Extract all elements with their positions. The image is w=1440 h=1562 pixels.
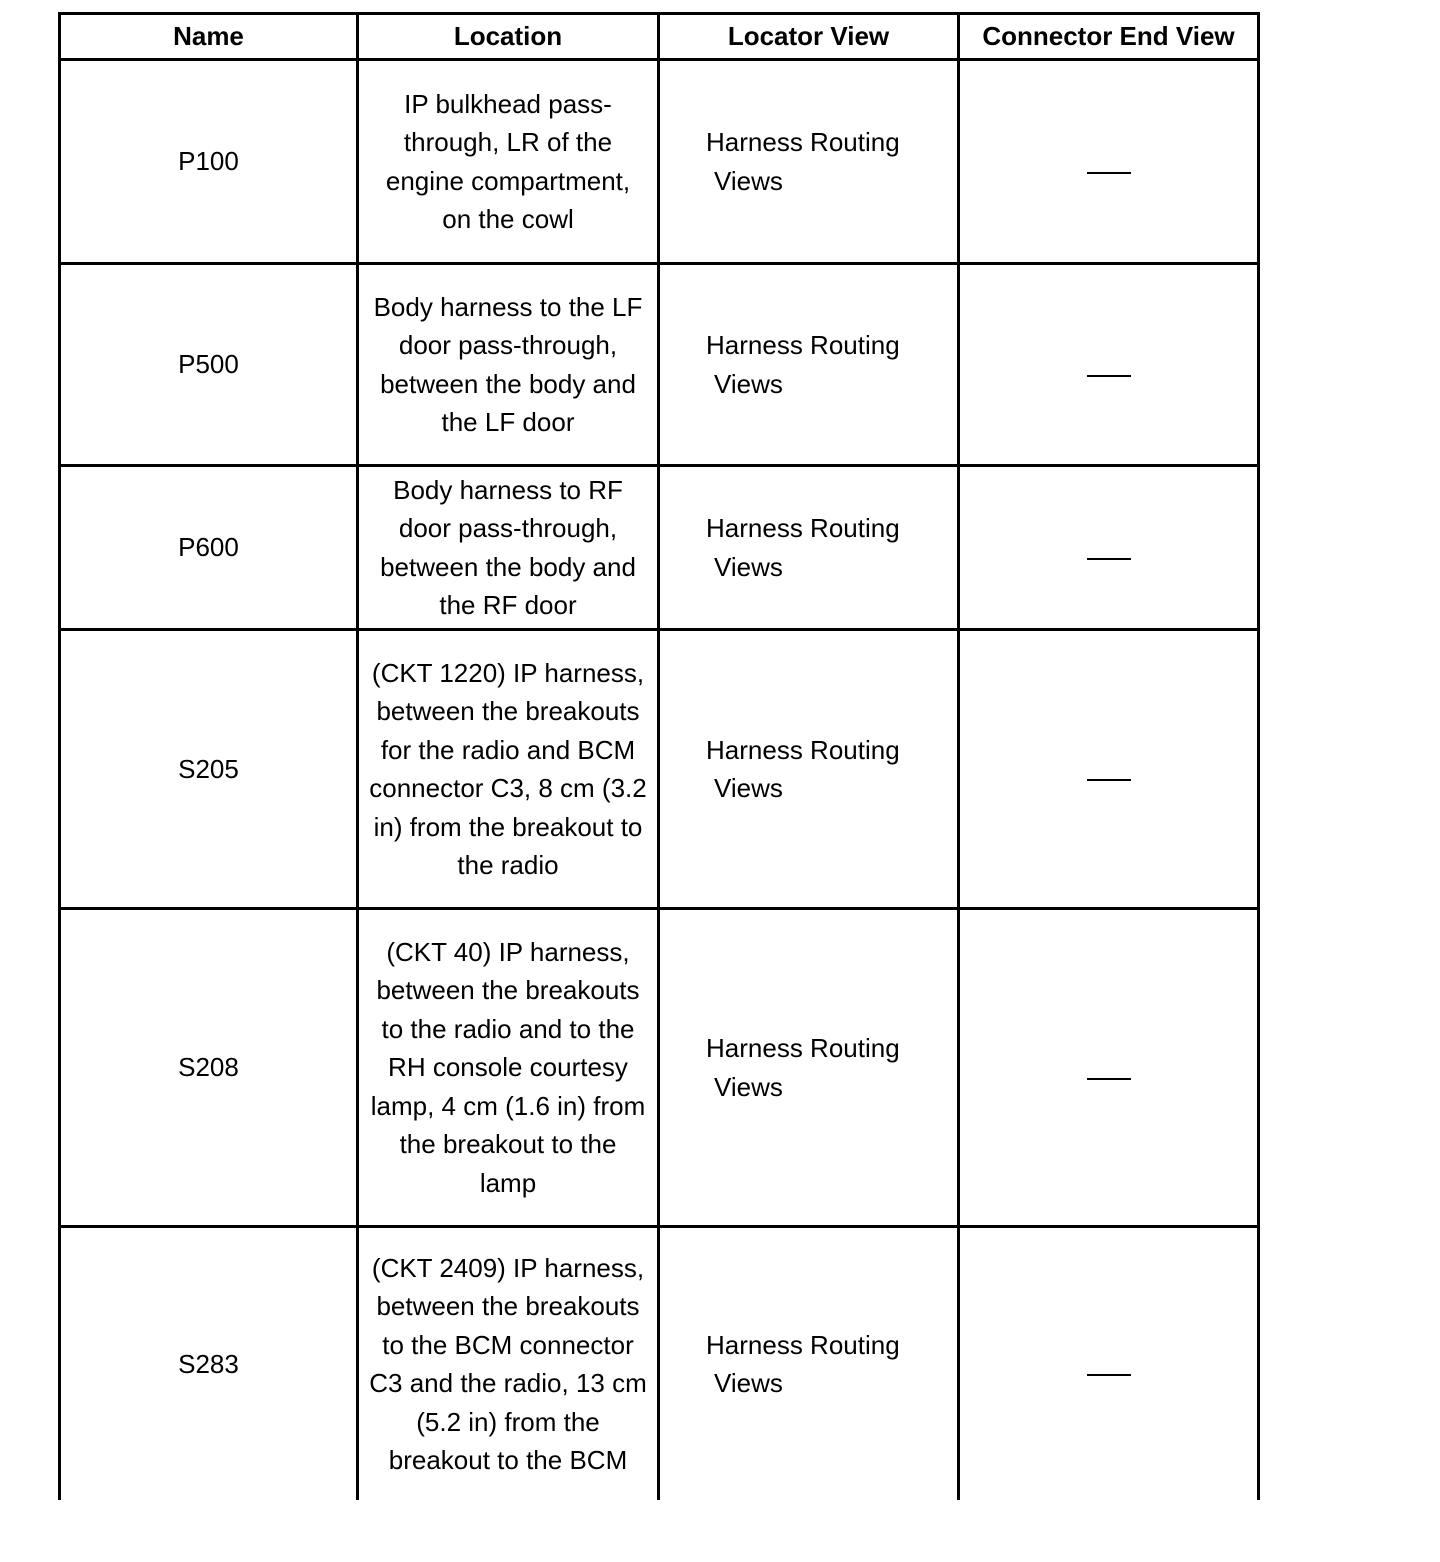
row-name: P600 <box>58 467 359 628</box>
header-location: Location <box>359 15 660 58</box>
table-row <box>58 631 1260 910</box>
row-name: S208 <box>58 910 359 1225</box>
header-locator-view: Locator View <box>660 15 960 58</box>
row-connector-end-view <box>960 631 1260 907</box>
row-name: S283 <box>58 1228 359 1500</box>
row-locator-view <box>660 467 960 628</box>
locator-line-2: Views <box>714 1071 783 1102</box>
table-row <box>58 265 1260 467</box>
row-locator-view <box>660 631 960 907</box>
row-location: Body harness to RF door pass-through, between the body and the RF door <box>359 467 660 628</box>
row-name: S205 <box>58 631 359 907</box>
header-name: Name <box>58 15 359 58</box>
row-locator-view <box>660 910 960 1225</box>
row-location: (CKT 2409) IP harness, between the breakouts to the BCM connector C3 and the radio, 13 cm (5.2 in) from the breakout to the BCM <box>359 1228 660 1500</box>
locator-line-2: Views <box>714 165 783 196</box>
header-connector-end-view: Connector End View <box>960 15 1260 58</box>
table-row <box>58 1228 1260 1500</box>
empty-dash <box>1087 375 1131 377</box>
locator-line-1: Harness Routing <box>706 127 900 157</box>
empty-dash <box>1087 1078 1131 1080</box>
row-locator-view <box>660 1228 960 1500</box>
empty-dash <box>1087 172 1131 174</box>
row-location: (CKT 1220) IP harness, between the breakouts for the radio and BCM connector C3, 8 cm (3.2 in) from the breakout to the radio <box>359 631 660 907</box>
row-connector-end-view <box>960 61 1260 262</box>
row-connector-end-view <box>960 1228 1260 1500</box>
locator-line-1: Harness Routing <box>706 513 900 543</box>
locator-line-1: Harness Routing <box>706 1033 900 1063</box>
empty-dash <box>1087 1374 1131 1376</box>
locator-line-2: Views <box>714 773 783 803</box>
row-location: (CKT 40) IP harness, between the breakouts to the radio and to the RH console courtesy lamp, 4 cm (1.6 in) from the breakout to the lamp <box>359 910 660 1225</box>
table-row <box>58 910 1260 1228</box>
row-connector-end-view <box>960 467 1260 628</box>
row-locator-view <box>660 61 960 262</box>
table-header-row <box>58 12 1260 61</box>
empty-dash <box>1087 779 1131 781</box>
locator-line-1: Harness Routing <box>706 1329 900 1360</box>
locator-line-2: Views <box>714 368 783 399</box>
locator-line-1: Harness Routing <box>706 734 900 765</box>
row-location: Body harness to the LF door pass-through, between the body and the LF door <box>359 265 660 464</box>
locator-line-2: Views <box>714 1368 783 1398</box>
row-name: P500 <box>58 265 359 464</box>
locator-line-1: Harness Routing <box>706 330 900 360</box>
row-location: IP bulkhead pass-through, LR of the engine compartment, on the cowl <box>359 61 660 262</box>
table-row <box>58 467 1260 631</box>
empty-dash <box>1087 558 1131 560</box>
table-row <box>58 61 1260 265</box>
row-connector-end-view <box>960 265 1260 464</box>
splice-connector-table <box>58 12 1260 1500</box>
row-connector-end-view <box>960 910 1260 1225</box>
row-name: P100 <box>58 61 359 262</box>
locator-line-2: Views <box>714 551 783 582</box>
row-locator-view <box>660 265 960 464</box>
